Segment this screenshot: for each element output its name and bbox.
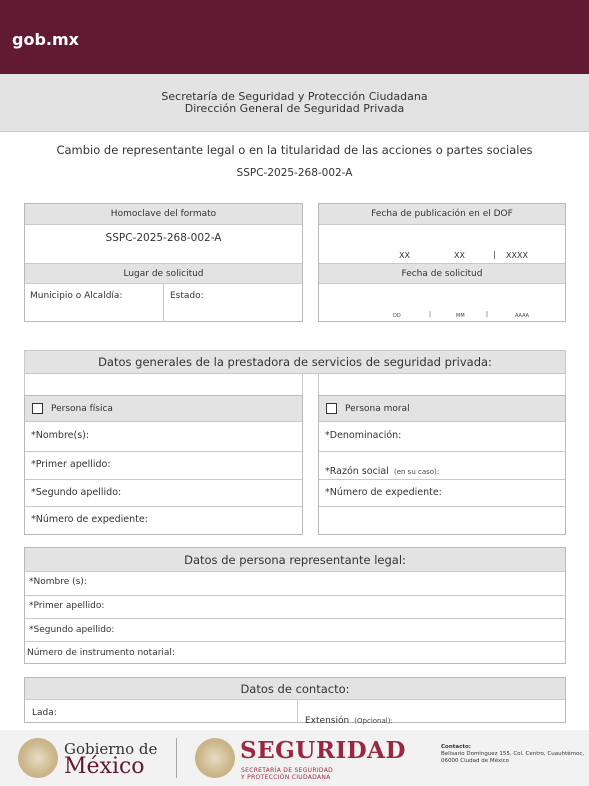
rep-primer-apellido-field[interactable]: *Primer apellido: — [29, 601, 105, 611]
contact-line2: 06000 Ciudad de México — [441, 758, 510, 764]
seguridad-wordmark: SEGURIDAD — [240, 737, 406, 764]
datos-generales-side-left — [24, 373, 25, 395]
contacto-box — [24, 677, 566, 726]
municipio-label[interactable]: Municipio o Alcaldía: — [30, 291, 123, 301]
fisica-nombre-field[interactable]: *Nombre(s): — [31, 430, 90, 441]
publicacion-mm: XX — [454, 251, 465, 260]
date-box — [318, 203, 566, 322]
persona-fisica-label: Persona física — [51, 403, 113, 414]
contacto-extension-label: Extensión — [305, 716, 350, 726]
homoclave-header: Homoclave del formato — [25, 204, 302, 225]
contacto-lada-field[interactable]: Lada: — [32, 708, 57, 718]
moral-denominacion-field[interactable]: *Denominación: — [325, 430, 402, 441]
contacto-divider — [297, 700, 298, 723]
persona-moral-label: Persona moral — [345, 403, 410, 414]
fisica-segundo-apellido-field[interactable]: *Segundo apellido: — [31, 487, 122, 498]
fecha-solicitud-header: Fecha de solicitud — [319, 263, 565, 284]
rep-segundo-apellido-field[interactable]: *Segundo apellido: — [29, 625, 115, 635]
persona-fisica-checkbox[interactable] — [32, 403, 43, 414]
fisica-divider-2 — [25, 479, 302, 480]
homoclave-value: SSPC-2025-268-002-A — [105, 232, 222, 244]
estado-label[interactable]: Estado: — [170, 291, 204, 301]
agency-name: Secretaría de Seguridad y Protección Ciudadana — [161, 90, 428, 103]
fisica-divider-1 — [25, 451, 302, 452]
moral-divider-1 — [319, 451, 565, 452]
contact-title: Contacto: — [441, 744, 471, 750]
rep-nombre-field[interactable]: *Nombre (s): — [29, 577, 87, 587]
moral-razon-social-field[interactable] — [325, 459, 439, 478]
moral-divider-3 — [319, 506, 565, 507]
seguridad-sub1: SECRETARÍA DE SEGURIDAD — [241, 767, 334, 774]
publicacion-separator: | — [493, 250, 496, 259]
lugar-header: Lugar de solicitud — [25, 263, 302, 284]
datos-generales-side-mid-l — [302, 373, 303, 395]
representante-header: Datos de persona representante legal: — [25, 548, 565, 572]
gobierno-line2: México — [64, 754, 145, 779]
fisica-primer-apellido-field[interactable]: *Primer apellido: — [31, 459, 111, 470]
moral-razon-social-note: (en su caso): — [393, 468, 440, 476]
persona-fisica-box — [24, 395, 303, 535]
datos-generales-side-right — [565, 373, 566, 395]
lugar-divider — [163, 284, 164, 322]
publicacion-yyyy: XXXX — [506, 251, 528, 260]
datos-generales-header: Datos generales de la prestadora de servicios de seguridad privada: — [24, 350, 566, 374]
fisica-expediente-field[interactable]: *Número de expediente: — [31, 514, 148, 525]
gobmx-logo[interactable]: gob.mx — [12, 30, 79, 49]
contact-line1: Belisario Dominguez 155, Col. Centro, Cuauhtémoc, — [441, 751, 585, 757]
gobierno-line1: Gobierno de — [64, 740, 158, 758]
fecha-separator-2: | — [486, 311, 489, 318]
representante-box — [24, 547, 566, 664]
contacto-extension-note: (Opcional): — [354, 717, 393, 725]
datos-generales-side-mid-r — [318, 373, 319, 395]
document-title: Cambio de representante legal o en la titularidad de las acciones o partes sociales — [56, 143, 533, 157]
fecha-separator-1: | — [429, 311, 432, 318]
rep-divider-1 — [25, 595, 565, 596]
persona-moral-header[interactable] — [319, 396, 565, 422]
rep-instrumento-field[interactable]: Número de instrumento notarial: — [27, 648, 175, 658]
fecha-dd[interactable]: DD — [393, 313, 401, 319]
persona-fisica-header[interactable] — [25, 396, 302, 422]
seguridad-seal-icon — [195, 738, 235, 778]
agency-direction: Dirección General de Seguridad Privada — [184, 102, 405, 115]
footer-divider — [176, 738, 177, 778]
moral-expediente-field[interactable]: *Número de expediente: — [325, 487, 442, 498]
persona-moral-checkbox[interactable] — [326, 403, 337, 414]
fisica-divider-3 — [25, 506, 302, 507]
document-code: SSPC-2025-268-002-A — [236, 167, 353, 179]
top-bar — [0, 0, 589, 74]
publicacion-dd: XX — [399, 251, 410, 260]
format-box — [24, 203, 303, 322]
contacto-extension-field[interactable] — [305, 708, 393, 727]
contacto-header: Datos de contacto: — [25, 678, 565, 700]
moral-razon-social-label: *Razón social — [325, 466, 389, 477]
gobierno-seal-icon — [18, 738, 58, 778]
fecha-mm[interactable]: MM — [456, 313, 465, 319]
fecha-yyyy[interactable]: AAAA — [515, 313, 530, 319]
seguridad-sub2: Y PROTECCIÓN CIUDADANA — [241, 774, 331, 781]
persona-moral-box — [318, 395, 566, 535]
publicacion-header: Fecha de publicación en el DOF — [319, 204, 565, 225]
rep-divider-3 — [25, 641, 565, 642]
rep-divider-2 — [25, 618, 565, 619]
moral-divider-2 — [319, 479, 565, 480]
